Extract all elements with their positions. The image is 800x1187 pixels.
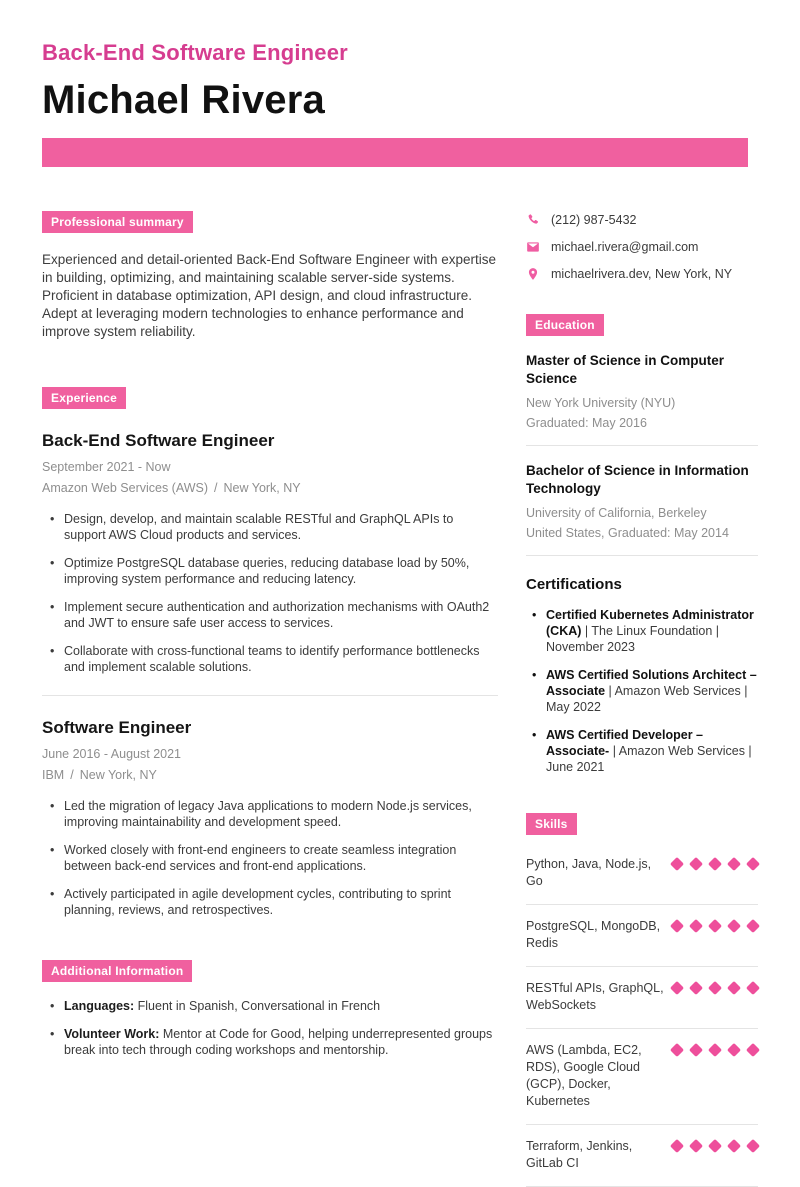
skill-diamond-icon xyxy=(727,1139,741,1153)
contact-block xyxy=(526,213,758,282)
job-title: Software Engineer xyxy=(42,718,192,737)
skills-badge: Skills xyxy=(526,813,577,835)
graduation-detail: United States, Graduated: May 2014 xyxy=(526,526,729,540)
skill-name: AWS (Lambda, EC2, RDS), Google Cloud (GCP), Docker, Kubernetes xyxy=(526,1043,642,1108)
map-pin-icon xyxy=(526,267,540,281)
skill-level-indicator xyxy=(672,921,758,931)
summary-badge: Professional summary xyxy=(42,211,193,233)
certification-item xyxy=(526,667,758,715)
skill-diamond-icon xyxy=(670,857,684,871)
job-divider xyxy=(42,695,498,696)
job-separator: / xyxy=(214,481,218,495)
skill-level-indicator xyxy=(672,1045,758,1055)
additional-info-list xyxy=(42,998,498,1058)
additional-info-text: Mentor at Code for Good, helping underrepresented groups break into tech through coding workshops and mentorship. xyxy=(64,1027,493,1057)
email-icon xyxy=(526,240,540,254)
contact-email-row xyxy=(526,240,758,255)
contact-phone-row xyxy=(526,213,758,228)
skill-diamond-icon xyxy=(670,919,684,933)
job-location: New York, NY xyxy=(223,481,301,495)
skill-diamond-icon xyxy=(670,981,684,995)
certifications-list xyxy=(526,607,758,775)
phone-icon xyxy=(526,213,540,227)
job-company: Amazon Web Services (AWS) xyxy=(42,481,209,495)
skill-name: RESTful APIs, GraphQL, WebSockets xyxy=(526,981,664,1012)
skill-diamond-icon xyxy=(708,919,722,933)
summary-text: Experienced and detail-oriented Back-End Software Engineer with expertise in building, optimizing, and maintaining scalable server-side systems. Proficient in database optimization, API design, and cloud infrastructure. Adept at leveraging modern technologies to enhance performance and improve system reliability. xyxy=(42,252,497,339)
skill-level-indicator xyxy=(672,1141,758,1151)
education-divider xyxy=(526,445,758,446)
job-dates: September 2021 - Now xyxy=(42,460,171,474)
skill-diamond-icon xyxy=(727,919,741,933)
skill-level-indicator xyxy=(672,859,758,869)
certification-name: Certified Kubernetes Administrator (CKA) xyxy=(546,608,754,638)
location-text: michaelrivera.dev, New York, NY xyxy=(551,267,733,281)
skill-diamond-icon xyxy=(746,857,760,871)
certification-name: AWS Certified Developer – Associate- xyxy=(546,728,703,758)
additional-info-item xyxy=(42,998,498,1014)
job-bullet: • Worked closely with front-end engineers to create seamless integration between back-end services and front-end applications. xyxy=(42,842,498,874)
skill-diamond-icon xyxy=(670,1043,684,1057)
school-name: New York University (NYU) xyxy=(526,396,676,410)
additional-info-label: Languages: xyxy=(64,999,135,1013)
left-column xyxy=(42,211,498,1187)
education-badge: Education xyxy=(526,314,604,336)
right-column xyxy=(526,211,758,1187)
school-name: University of California, Berkeley xyxy=(526,506,707,520)
degree-title: Bachelor of Science in Information Technology xyxy=(526,463,749,496)
job-bullet: • Led the migration of legacy Java applications to modern Node.js services, improving maintainability and development speed. xyxy=(42,798,498,830)
job-title: Back-End Software Engineer xyxy=(42,431,275,450)
email-address: michael.rivera@gmail.com xyxy=(551,240,699,254)
additional-info-item xyxy=(42,1026,498,1058)
skills-section xyxy=(526,813,758,1187)
job-entry xyxy=(42,431,498,675)
skill-level-indicator xyxy=(672,983,758,993)
job-dates: June 2016 - August 2021 xyxy=(42,747,182,761)
education-section xyxy=(526,314,758,775)
skill-diamond-icon xyxy=(746,1139,760,1153)
certifications-heading: Certifications xyxy=(526,576,622,593)
job-bullet: • Collaborate with cross-functional teams to identify performance bottlenecks and implement scalable solutions. xyxy=(42,643,498,675)
contact-location-row xyxy=(526,267,758,282)
graduation-detail: Graduated: May 2016 xyxy=(526,416,647,430)
skill-diamond-icon xyxy=(689,981,703,995)
job-company: IBM xyxy=(42,768,65,782)
skill-row xyxy=(526,1125,758,1187)
role-title: Back-End Software Engineer xyxy=(42,40,348,65)
skill-diamond-icon xyxy=(746,1043,760,1057)
skill-row xyxy=(526,905,758,967)
skill-diamond-icon xyxy=(708,981,722,995)
skill-diamond-icon xyxy=(708,1043,722,1057)
certification-detail: | The Linux Foundation | November 2023 xyxy=(546,624,720,654)
skill-diamond-icon xyxy=(708,1139,722,1153)
phone-number: (212) 987-5432 xyxy=(551,213,637,227)
job-bullet: • Actively participated in agile development cycles, contributing to sprint planning, reviews, and retrospectives. xyxy=(42,886,498,918)
additional-info-label: Volunteer Work: xyxy=(64,1027,160,1041)
skill-diamond-icon xyxy=(727,1043,741,1057)
certification-item xyxy=(526,727,758,775)
skill-diamond-icon xyxy=(708,857,722,871)
additional-info-text: Fluent in Spanish, Conversational in French xyxy=(134,999,381,1013)
skill-diamond-icon xyxy=(670,1139,684,1153)
skill-row xyxy=(526,843,758,905)
job-bullet: • Implement secure authentication and authorization mechanisms with OAuth2 and JWT to ensure safe user access to services. xyxy=(42,599,498,631)
skill-diamond-icon xyxy=(727,857,741,871)
job-company-location xyxy=(42,768,498,782)
job-bullet: • Design, develop, and maintain scalable RESTful and GraphQL APIs to support AWS Cloud products and services. xyxy=(42,511,498,543)
skill-row xyxy=(526,967,758,1029)
degree-title: Master of Science in Computer Science xyxy=(526,353,725,386)
skill-diamond-icon xyxy=(689,1139,703,1153)
skill-row xyxy=(526,1029,758,1125)
skill-diamond-icon xyxy=(689,919,703,933)
job-bullet: • Optimize PostgreSQL database queries, reducing database load by 50%, improving system performance and reducing latency. xyxy=(42,555,498,587)
additional-info-badge: Additional Information xyxy=(42,960,192,982)
job-location: New York, NY xyxy=(79,768,157,782)
job-company-location xyxy=(42,481,498,495)
job-bullets xyxy=(42,511,498,675)
education-entry xyxy=(526,352,758,430)
skill-name: PostgreSQL, MongoDB, Redis xyxy=(526,919,661,950)
experience-badge: Experience xyxy=(42,387,126,409)
skill-diamond-icon xyxy=(746,981,760,995)
certification-detail: | Amazon Web Services | June 2021 xyxy=(546,744,752,774)
education-entry xyxy=(526,462,758,540)
skill-name: Terraform, Jenkins, GitLab CI xyxy=(526,1139,633,1170)
accent-bar xyxy=(42,138,748,167)
job-bullets xyxy=(42,798,498,918)
education-divider xyxy=(526,555,758,556)
certification-item xyxy=(526,607,758,655)
skill-diamond-icon xyxy=(689,857,703,871)
job-entry xyxy=(42,718,498,918)
skill-diamond-icon xyxy=(689,1043,703,1057)
certification-detail: | Amazon Web Services | May 2022 xyxy=(546,684,748,714)
skill-diamond-icon xyxy=(746,919,760,933)
job-separator: / xyxy=(70,768,74,782)
skill-name: Python, Java, Node.js, Go xyxy=(526,857,652,888)
skill-diamond-icon xyxy=(727,981,741,995)
certification-name: AWS Certified Solutions Architect – Associate xyxy=(546,668,757,698)
candidate-name: Michael Rivera xyxy=(42,78,325,122)
